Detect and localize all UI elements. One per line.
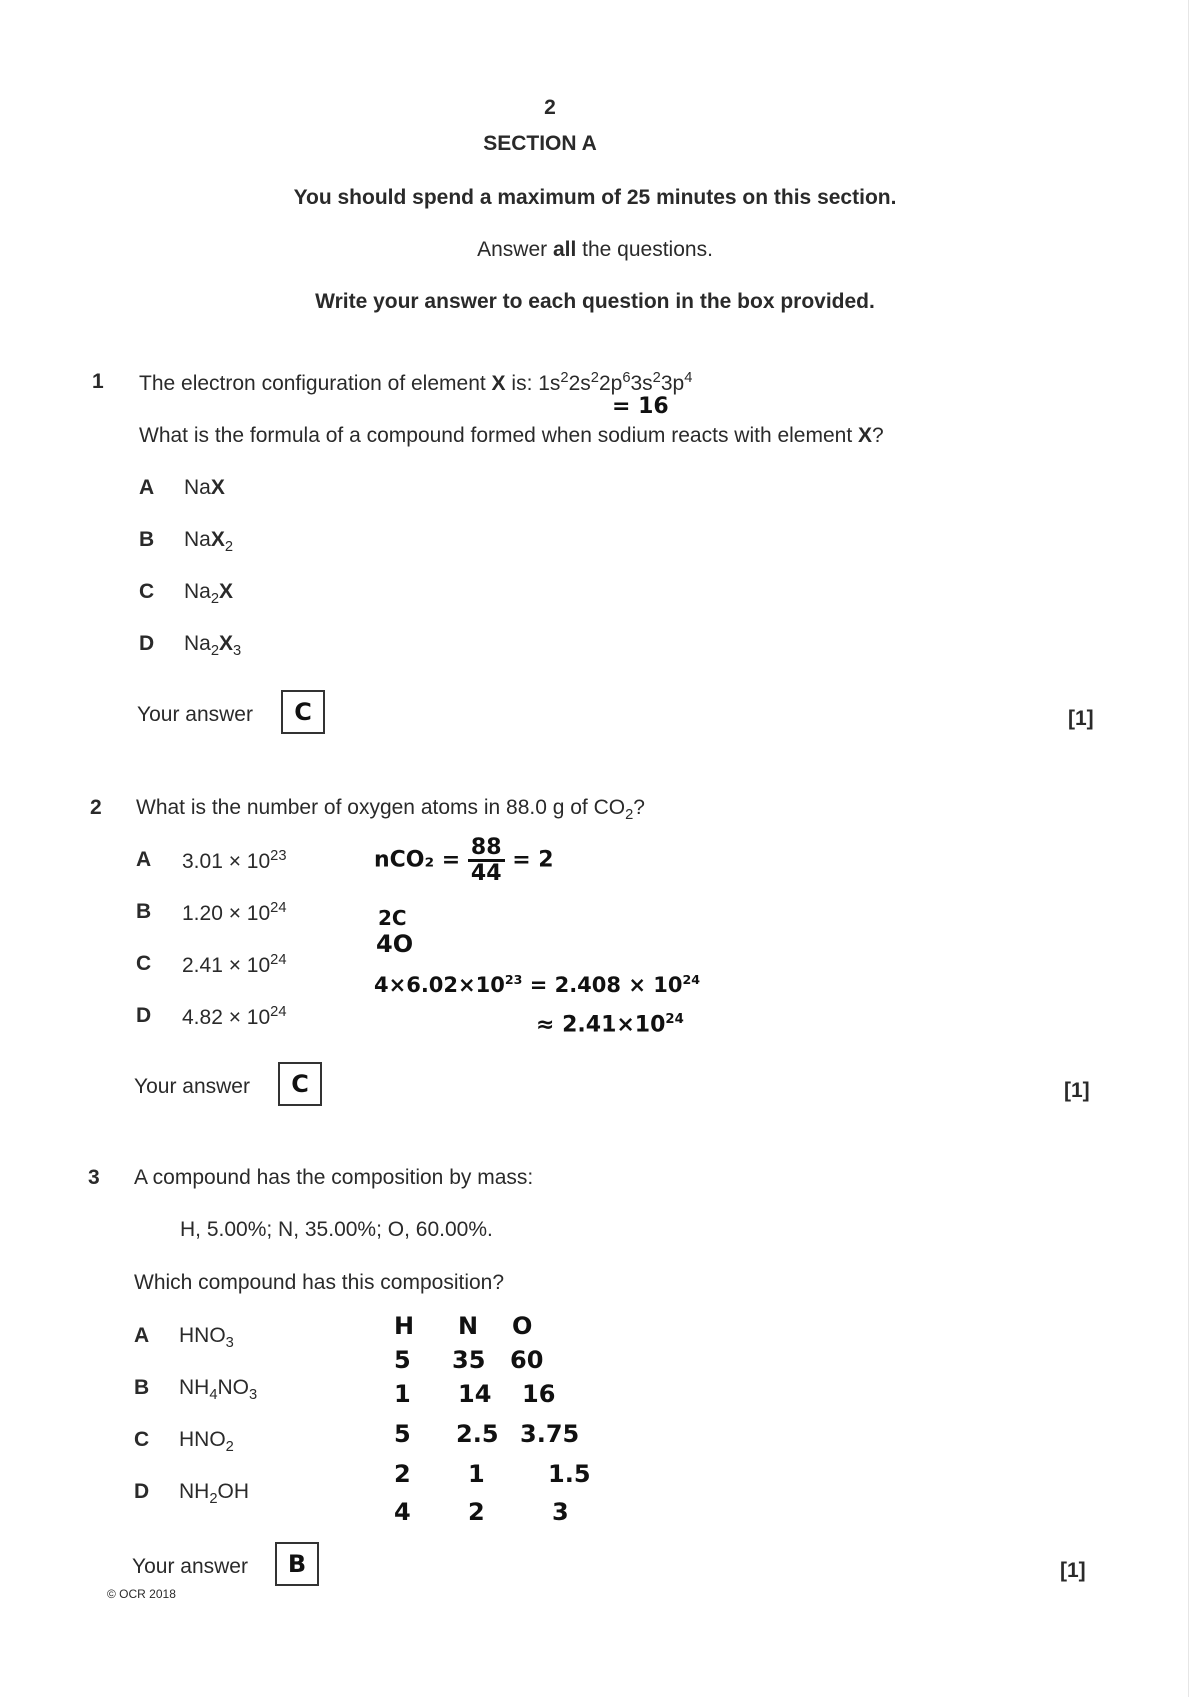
q2-text-sub: 2 [625,807,634,824]
q3-option-c-letter: C [134,1428,150,1451]
q2-hw-approx [536,1012,684,1037]
q1-marks: [1] [1068,707,1094,730]
q1-option-a-letter: A [139,476,155,499]
q3-hw-cell: 14 [458,1380,492,1408]
q1-option-b-letter: B [139,528,155,551]
q1-formula-sub: 2 [224,539,234,556]
q3-hw-cell: 4 [394,1498,411,1526]
answer-all-bold: all [552,238,577,261]
q2-hw-calc-base: 4×6.02×10 [374,973,505,997]
q2-option-c [182,952,287,978]
q3-hw-cell: 3 [552,1498,569,1526]
q1-option-b [184,528,233,555]
q2-option-a-letter: A [136,848,152,871]
q3-hw-cell: 1.5 [548,1460,591,1488]
page-number: 2 [544,96,556,119]
q2-hw-calc-eq: = 2.408 × 10 [529,973,683,997]
q1-formula-sub: 2 [210,643,220,660]
q1-line1-post: is: 1s [505,372,561,395]
q2-hw-fraction [468,836,505,885]
q1-line2-post: ? [872,424,884,447]
q3-number: 3 [88,1166,100,1189]
q2-option-exp: 23 [270,848,287,864]
q1-element-x: X [858,424,873,447]
q2-option-mantissa: 2.41 × 10 [182,954,271,977]
q1-option-c [184,580,233,607]
q3-formula-part: HNO [179,1428,226,1451]
q1-line2-pre: What is the formula of a compound formed when sodium reacts with element [139,424,859,447]
q1-config-sup: 2 [590,370,599,386]
q2-option-d [182,1004,287,1030]
q3-option-d [179,1480,249,1507]
q1-config-sup: 2 [652,370,661,386]
q3-hw-cell: 60 [510,1346,544,1374]
q1-handwritten-note: = 16 [612,394,669,419]
q3-formula-part: NH [179,1480,210,1503]
section-title: SECTION A [483,132,597,155]
q1-answer-box[interactable]: C [281,690,325,734]
q2-option-mantissa: 3.01 × 10 [182,850,271,873]
q1-option-c-letter: C [139,580,155,603]
q1-option-a [184,476,225,500]
q3-option-d-letter: D [134,1480,150,1503]
q2-option-exp: 24 [270,900,287,916]
q3-formula-part: NH [179,1376,210,1399]
q1-config-sup: 6 [622,370,631,386]
q1-formula-part: Na [184,580,211,603]
q3-hw-cell: 35 [452,1346,486,1374]
q2-hw-calc [374,972,700,997]
q2-hw-calc-exp: 23 [504,972,523,987]
q2-hw-numerator: 88 [468,836,505,862]
q2-hw-n-label: nCO₂ = [374,847,461,873]
q2-answer-box[interactable]: C [278,1062,322,1106]
q3-option-a-letter: A [134,1324,150,1347]
q3-formula-part: HNO [179,1324,226,1347]
q3-answer-box[interactable]: B [275,1542,319,1586]
q2-hw-result: = 2 [512,847,554,873]
q1-config-sup: 2 [560,370,569,386]
q2-option-mantissa: 1.20 × 10 [182,902,271,925]
q3-formula-sub: 4 [209,1387,218,1404]
time-instruction: You should spend a maximum of 25 minutes on this section. [293,186,897,209]
answer-all-post: the questions. [576,238,713,261]
q3-question: Which compound has this composition? [134,1271,505,1294]
q1-line1-pre: The electron configuration of element [139,372,492,395]
q2-text-post: ? [633,796,645,819]
q3-marks: [1] [1060,1559,1086,1582]
q3-hw-cell: 1 [394,1380,411,1408]
q2-marks: [1] [1064,1079,1090,1102]
q1-formula-part: X [219,632,234,655]
q1-answer-label: Your answer [137,703,253,726]
q1-formula-sub: 2 [210,591,220,608]
q2-hw-approx-exp: 24 [665,1012,684,1027]
q2-hw-denominator: 44 [470,861,502,887]
q3-hw-cell: N [458,1312,479,1340]
q3-hw-cell: H [394,1312,415,1340]
q3-hw-cell: 5 [394,1420,411,1448]
q3-formula-sub: 3 [249,1387,258,1404]
q2-hw-4o: 4O [376,930,414,958]
q2-option-exp: 24 [270,1004,287,1020]
q1-question [139,424,884,448]
q3-formula-part: OH [217,1480,250,1503]
answer-all-instruction [345,238,845,262]
q1-formula-part: Na [184,476,211,499]
q3-hw-cell: 3.75 [520,1420,580,1448]
copyright: © OCR 2018 [107,1587,176,1601]
q3-option-b-letter: B [134,1376,150,1399]
q1-formula-part: X [219,580,234,603]
q3-formula-part: NO [217,1376,250,1399]
q2-option-b [182,900,287,926]
q2-hw-calc-eq-exp: 24 [682,972,700,987]
answer-all-pre: Answer [477,238,553,261]
q1-element-x: X [491,372,506,395]
q1-number: 1 [92,370,104,393]
q3-option-b [179,1376,257,1403]
q3-answer-label: Your answer [132,1555,248,1578]
q2-option-exp: 24 [270,952,287,968]
q3-hw-cell: 2 [468,1498,485,1526]
q3-question-intro: A compound has the composition by mass: [134,1166,534,1189]
q3-formula-sub: 3 [225,1335,234,1352]
q1-formula-part: X [210,528,225,551]
q1-config-part: 2s [568,372,591,395]
q3-formula-sub: 2 [209,1491,218,1508]
q1-formula-part: Na [184,632,211,655]
q3-hw-cell: 5 [394,1346,411,1374]
q2-option-a [182,848,287,874]
q2-option-b-letter: B [136,900,152,923]
q1-config-line [139,370,692,396]
q1-formula-sub: 3 [233,643,242,660]
q3-option-a [179,1324,234,1351]
q1-config-part: 2p [598,372,623,395]
q2-option-c-letter: C [136,952,152,975]
q2-number: 2 [90,796,102,819]
q3-hw-cell: 2 [394,1460,411,1488]
q3-hw-cell: O [512,1312,533,1340]
q2-question [136,796,645,823]
q2-answer-label: Your answer [134,1075,250,1098]
write-instruction: Write your answer to each question in the box provided. [315,290,875,313]
q2-hw-approx-base: ≈ 2.41×10 [536,1012,666,1038]
q3-option-c [179,1428,234,1455]
q3-formula-sub: 2 [225,1439,234,1456]
q1-formula-part: X [210,476,225,499]
q2-option-mantissa: 4.82 × 10 [182,1006,271,1029]
q1-config-part: 3p [660,372,685,395]
q1-option-d-letter: D [139,632,155,655]
q1-config-part: 3s [630,372,653,395]
q2-option-d-letter: D [136,1004,152,1027]
q2-hw-2c: 2C [378,906,407,930]
q1-option-d [184,632,241,659]
q3-hw-cell: 16 [522,1380,556,1408]
page-edge [1188,0,1189,1697]
q3-hw-cell: 2.5 [456,1420,499,1448]
q1-formula-part: Na [184,528,211,551]
q2-text-pre: What is the number of oxygen atoms in 88.0 g of CO [136,796,626,819]
q3-composition: H, 5.00%; N, 35.00%; O, 60.00%. [180,1218,493,1241]
q2-hw-moles [374,836,554,885]
q1-config-sup: 4 [684,370,693,386]
q3-hw-cell: 1 [468,1460,485,1488]
